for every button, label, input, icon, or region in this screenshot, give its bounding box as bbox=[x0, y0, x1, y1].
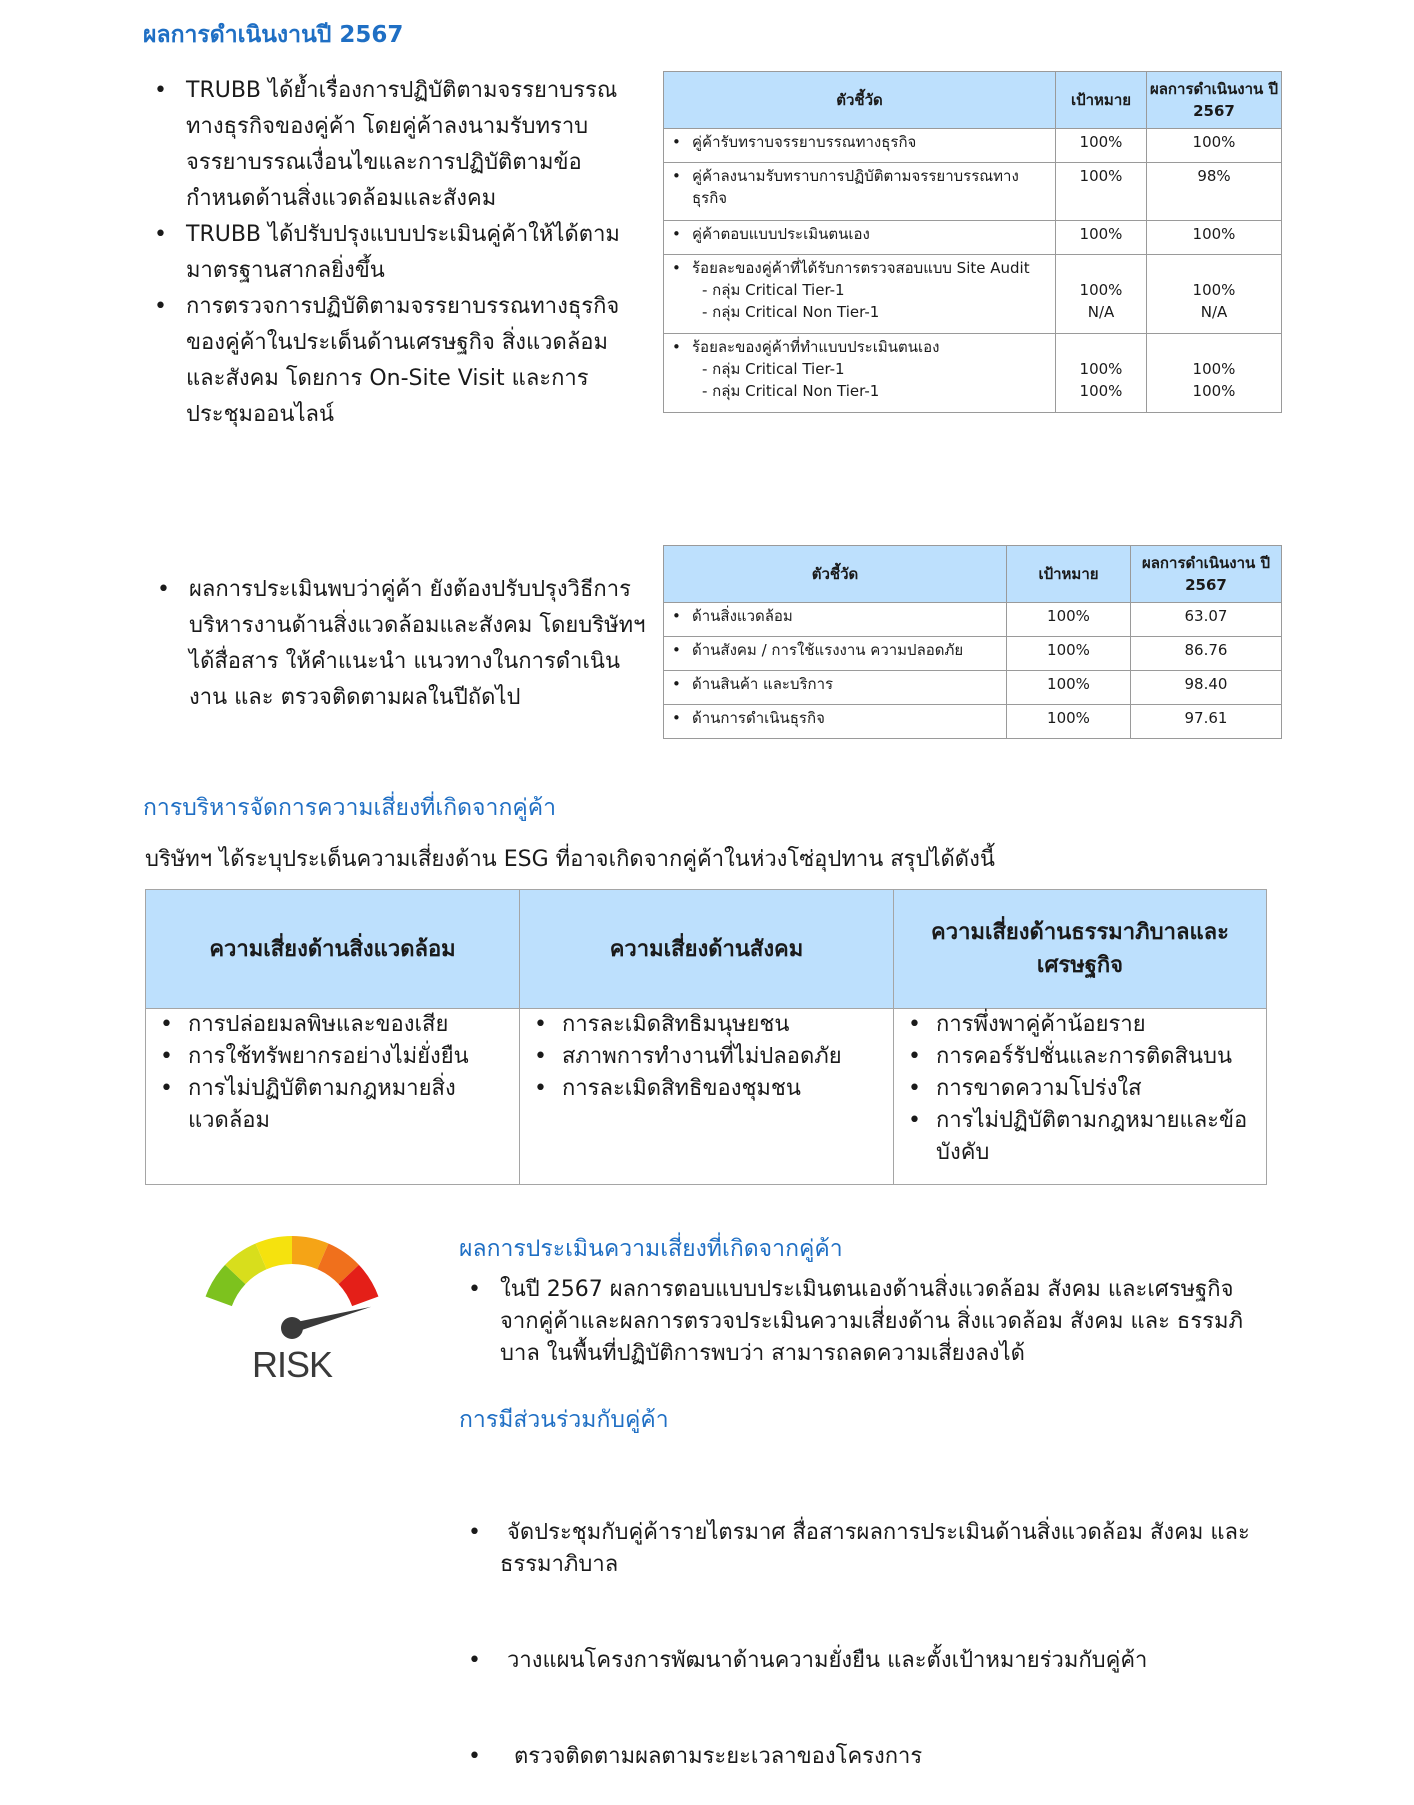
column-header: เป้าหมาย bbox=[1056, 72, 1147, 129]
indicator-label: • ด้านสินค้า และบริการ bbox=[668, 673, 1002, 695]
result-value: 100% bbox=[1147, 221, 1282, 255]
list-item: • การพึ่งพาคู่ค้าน้อยราย bbox=[902, 1009, 1258, 1041]
risk-column-social bbox=[520, 1009, 894, 1185]
table-row bbox=[664, 637, 1282, 671]
target-value: 100% bbox=[1007, 603, 1131, 637]
risk-intro-text: บริษัทฯ ได้ระบุประเด็นความเสี่ยงด้าน ESG ที่อาจเกิดจากคู่ค้าในห่วงโซ่อุปทาน สรุปได้ดังนี้ bbox=[145, 847, 995, 872]
list-item: • การใช้ทรัพยากรอย่างไม่ยั่งยืน bbox=[154, 1041, 511, 1073]
list-item: • การละเมิดสิทธิของชุมชน bbox=[528, 1073, 885, 1105]
engagement-bullets bbox=[462, 1453, 1262, 1805]
result-value: 98.40 bbox=[1131, 671, 1282, 705]
list-item: • การละเมิดสิทธิมนุษยชน bbox=[528, 1009, 885, 1041]
gauge-segment bbox=[292, 1250, 323, 1256]
gauge-segment bbox=[349, 1274, 366, 1301]
indicator-label: • ด้านสิ่งแวดล้อม bbox=[668, 605, 1002, 627]
target-value: 100% bbox=[1056, 163, 1147, 221]
risk-header-social: ความเสี่ยงด้านสังคม bbox=[520, 890, 894, 1009]
indicator-label: • ด้านการดำเนินธุรกิจ bbox=[668, 707, 1002, 729]
list-item: • จัดประชุมกับคู่ค้ารายไตรมาศ สื่อสารผลการประเมินด้านสิ่งแวดล้อม สังคม และ ธรรมาภิบาล bbox=[462, 1517, 1262, 1581]
target-value: 100% bbox=[1007, 637, 1131, 671]
result-value: 100% bbox=[1192, 281, 1236, 299]
target-value: 100% bbox=[1079, 360, 1123, 378]
indicator-label: • คู่ค้ารับทราบจรรยาบรรณทางธุรกิจ bbox=[668, 131, 1051, 153]
list-item: • TRUBB ได้ปรับปรุงแบบประเมินคู่ค้าให้ได้ตามมาตรฐานสากลยิ่งขึ้น bbox=[148, 217, 638, 289]
table-row bbox=[664, 255, 1282, 334]
risk-column-governance bbox=[894, 1009, 1267, 1185]
sub-indicator-label: - กลุ่ม Critical Non Tier-1 bbox=[702, 303, 880, 321]
gauge-segment bbox=[219, 1274, 236, 1301]
list-item: • การคอร์รัปชั่นและการติดสินบน bbox=[902, 1041, 1258, 1073]
risk-table bbox=[145, 889, 1267, 1185]
assessment-bullets bbox=[151, 572, 646, 716]
column-header: ตัวชี้วัด bbox=[664, 546, 1007, 603]
table-row bbox=[664, 705, 1282, 739]
column-header: ผลการดำเนินงาน ปี 2567 bbox=[1147, 72, 1282, 129]
sub-indicator-label: - กลุ่ม Critical Tier-1 bbox=[702, 281, 845, 299]
list-item: • การไม่ปฏิบัติตามกฎหมายสิ่งแวดล้อม bbox=[154, 1073, 511, 1137]
risk-result-title: ผลการประเมินความเสี่ยงที่เกิดจากคู่ค้า bbox=[459, 1236, 843, 1262]
table-row bbox=[664, 671, 1282, 705]
list-item: • การไม่ปฏิบัติตามกฎหมายและข้อบังคับ bbox=[902, 1105, 1258, 1169]
sub-indicator-label: - กลุ่ม Critical Non Tier-1 bbox=[702, 382, 880, 400]
table-row bbox=[664, 163, 1282, 221]
target-value: 100% bbox=[1007, 705, 1131, 739]
indicator-label: • คู่ค้าลงนามรับทราบการปฏิบัติตามจรรยาบรรณทางธุรกิจ bbox=[668, 165, 1051, 209]
table-row bbox=[664, 334, 1282, 413]
target-value: 100% bbox=[1007, 671, 1131, 705]
list-item: • TRUBB ได้ย้ำเรื่องการปฏิบัติตามจรรยาบรรณทางธุรกิจของคู่ค้า โดยคู่ค้าลงนามรับทราบจรรยาบรรณเงื่อนไขและการปฏิบัติตามข้อกำหนดด้านสิ่งแวดล้อมและสังคม bbox=[148, 73, 638, 217]
risk-header-environment: ความเสี่ยงด้านสิ่งแวดล้อม bbox=[146, 890, 520, 1009]
list-item: • สภาพการทำงานที่ไม่ปลอดภัย bbox=[528, 1041, 885, 1073]
list-item: • ผลการประเมินพบว่าคู่ค้า ยังต้องปรับปรุงวิธีการบริหารงานด้านสิ่งแวดล้อมและสังคม โดยบริษัทฯ ได้สื่อสาร ให้คำแนะนำ แนวทางในการดำเนินงาน และ ตรวจติดตามผลในปีถัดไป bbox=[151, 572, 646, 716]
table-row bbox=[664, 603, 1282, 637]
list-item: • ตรวจติดตามผลตามระยะเวลาของโครงการ bbox=[462, 1741, 1262, 1773]
target-value: 100% bbox=[1056, 221, 1147, 255]
indicator-label: • ร้อยละของคู่ค้าที่ได้รับการตรวจสอบแบบ Site Audit bbox=[668, 257, 1051, 279]
column-header: ผลการดำเนินงาน ปี 2567 bbox=[1131, 546, 1282, 603]
risk-column-environment bbox=[146, 1009, 520, 1185]
list-item: • วางแผนโครงการพัฒนาด้านความยั่งยืน และตั้งเป้าหมายร่วมกับคู่ค้า bbox=[462, 1645, 1262, 1677]
indicator-label: • ร้อยละของคู่ค้าที่ทำแบบประเมินตนเอง bbox=[668, 336, 1051, 358]
result-value: 86.76 bbox=[1131, 637, 1282, 671]
column-header: ตัวชี้วัด bbox=[664, 72, 1056, 129]
result-value: N/A bbox=[1200, 303, 1228, 321]
table-row bbox=[664, 221, 1282, 255]
performance-bullets bbox=[148, 73, 638, 433]
list-item: • การปล่อยมลพิษและของเสีย bbox=[154, 1009, 511, 1041]
result-value: 98% bbox=[1147, 163, 1282, 221]
risk-management-title: การบริหารจัดการความเสี่ยงที่เกิดจากคู่ค้า bbox=[143, 795, 557, 821]
result-value: 100% bbox=[1147, 129, 1282, 163]
result-value: 100% bbox=[1192, 382, 1236, 400]
assessment-kpi-table bbox=[663, 545, 1282, 739]
indicator-label: • คู่ค้าตอบแบบประเมินตนเอง bbox=[668, 223, 1051, 245]
risk-gauge-icon bbox=[185, 1225, 405, 1385]
target-value: 100% bbox=[1056, 129, 1147, 163]
risk-header-governance: ความเสี่ยงด้านธรรมาภิบาลและเศรษฐกิจ bbox=[894, 890, 1267, 1009]
list-item: • การตรวจการปฏิบัติตามจรรยาบรรณทางธุรกิจของคู่ค้าในประเด็นด้านเศรษฐกิจ สิ่งแวดล้อม และสังคม โดยการ On-Site Visit และการประชุมออนไลน์ bbox=[148, 289, 638, 433]
sub-indicator-label: - กลุ่ม Critical Tier-1 bbox=[702, 360, 845, 378]
performance-title: ผลการดำเนินงานปี 2567 bbox=[143, 22, 404, 48]
result-value: 97.61 bbox=[1131, 705, 1282, 739]
list-item: • ในปี 2567 ผลการตอบแบบประเมินตนเองด้านสิ่งแวดล้อม สังคม และเศรษฐกิจจากคู่ค้าและผลการตรวจประเมินความเสี่ยงด้าน สิ่งแวดล้อม สังคม และ ธรรมภิบาล ในพื้นที่ปฏิบัติการพบว่า สามารถลดความเสี่ยงลงได้ bbox=[462, 1274, 1262, 1370]
target-value: 100% bbox=[1079, 281, 1123, 299]
column-header: เป้าหมาย bbox=[1007, 546, 1131, 603]
risk-gauge-graphic bbox=[185, 1225, 405, 1385]
risk-result-bullets bbox=[462, 1274, 1262, 1370]
indicator-label: • ด้านสังคม / การใช้แรงงาน ความปลอดภัย bbox=[668, 639, 1002, 661]
target-value: N/A bbox=[1087, 303, 1115, 321]
gauge-segment bbox=[323, 1256, 349, 1274]
table-row bbox=[664, 129, 1282, 163]
result-value: 100% bbox=[1192, 360, 1236, 378]
gauge-segment bbox=[235, 1256, 261, 1274]
list-item: • การขาดความโปร่งใส bbox=[902, 1073, 1258, 1105]
target-value: 100% bbox=[1079, 382, 1123, 400]
engagement-title: การมีส่วนร่วมกับคู่ค้า bbox=[459, 1407, 669, 1433]
performance-kpi-table bbox=[663, 71, 1282, 413]
gauge-segment bbox=[261, 1250, 292, 1256]
result-value: 63.07 bbox=[1131, 603, 1282, 637]
gauge-hub bbox=[281, 1317, 303, 1339]
risk-gauge-label: RISK bbox=[251, 1344, 333, 1385]
